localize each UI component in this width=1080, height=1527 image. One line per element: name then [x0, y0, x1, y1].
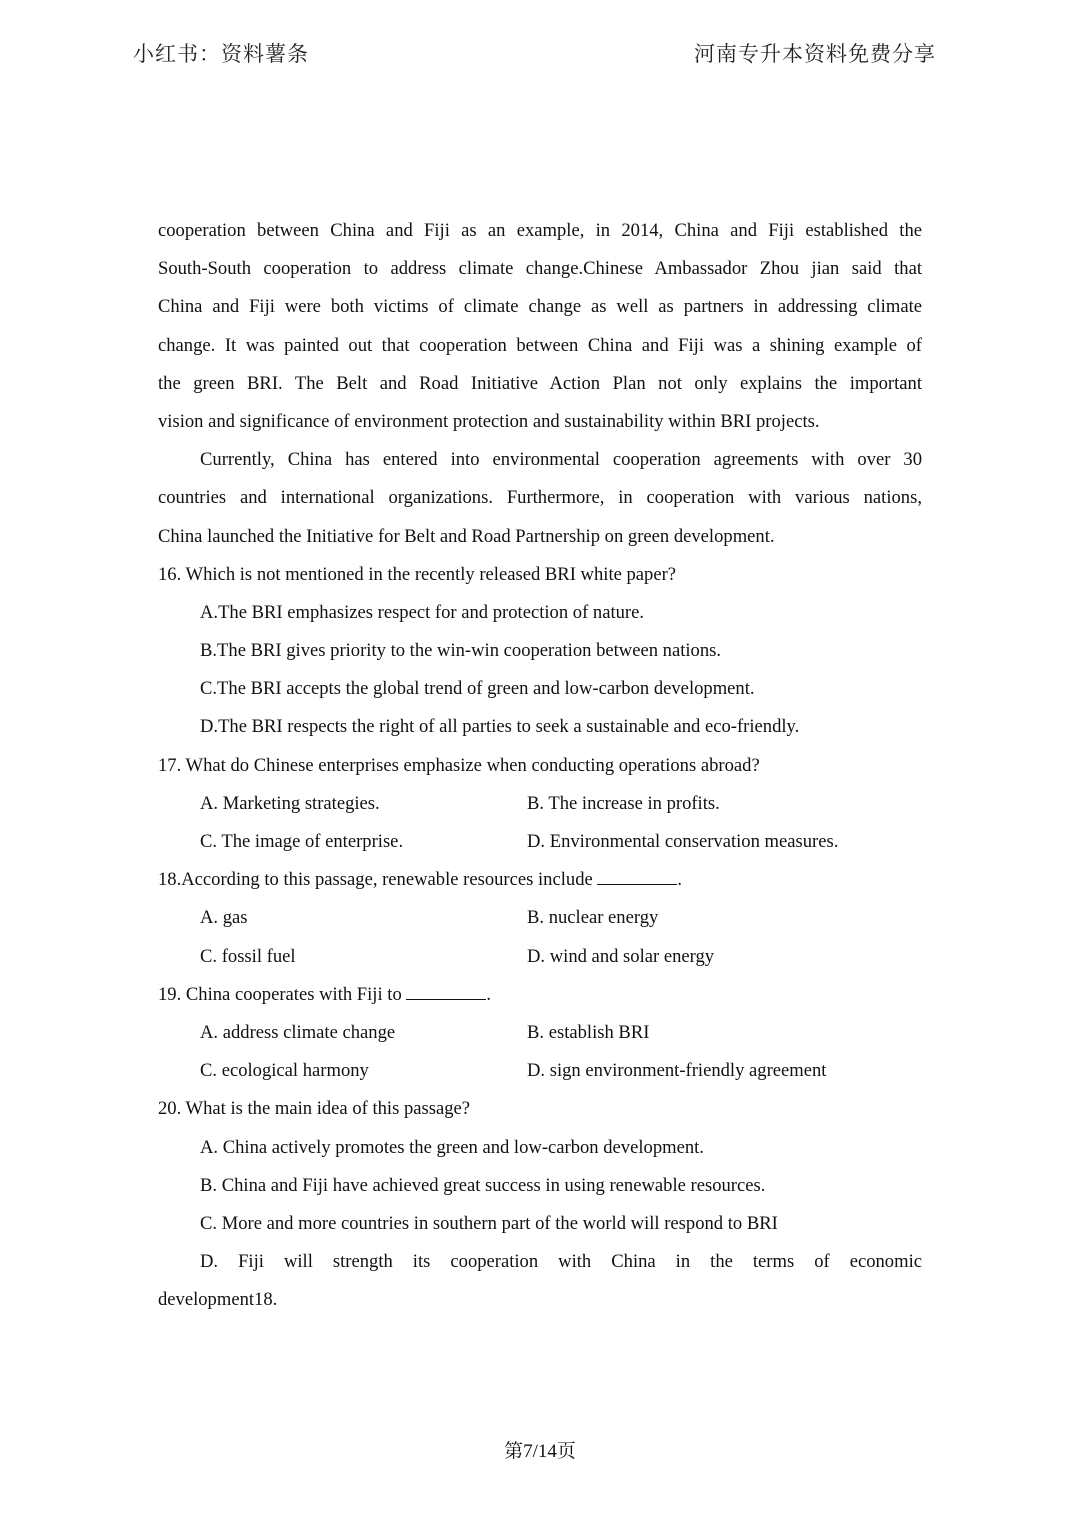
text-line: China launched the Initiative for Belt and Road Partnership on green development. — [158, 525, 775, 547]
question-20 — [158, 1090, 922, 1319]
option-d: D. wind and solar energy — [527, 945, 715, 967]
header-right-text: 河南专升本资料免费分享 — [694, 42, 936, 66]
text-line: Currently, China has entered into environmental cooperation agreements with over 30 — [200, 449, 922, 471]
option-b: B. establish BRI — [527, 1021, 650, 1043]
question-stem — [158, 976, 922, 1014]
option-c: C. fossil fuel — [200, 945, 296, 967]
question-19 — [158, 976, 922, 1091]
option-b: B. nuclear energy — [527, 907, 659, 929]
text-line: South-South cooperation to address climate change.Chinese Ambassador Zhou jian said that — [158, 258, 922, 280]
text-line: countries and international organizations. Furthermore, in cooperation with various nations, — [158, 487, 922, 509]
text-line: change. It was painted out that cooperation between China and Fiji was a shining example of — [158, 334, 922, 356]
option-a: A.The BRI emphasizes respect for and protection of nature. — [200, 601, 645, 623]
option-d: D. sign environment-friendly agreement — [527, 1060, 827, 1082]
option-d-continuation: development18. — [158, 1289, 278, 1311]
option-a: A. gas — [200, 907, 248, 929]
option-a: A. address climate change — [200, 1021, 396, 1043]
question-stem: 20. What is the main idea of this passage? — [158, 1098, 471, 1120]
passage-paragraph-2 — [158, 441, 922, 556]
option-a: A. Marketing strategies. — [200, 792, 380, 814]
question-stem — [158, 861, 922, 899]
question-stem: 16. Which is not mentioned in the recently released BRI white paper? — [158, 563, 677, 585]
answer-blank — [597, 866, 677, 885]
stem-end: . — [486, 983, 492, 1005]
page-number: 第7/14页 — [504, 1441, 576, 1462]
text-line: China and Fiji were both victims of climate change as well as partners in addressing climate — [158, 296, 922, 318]
text-line: vision and significance of environment protection and sustainability within BRI projects. — [158, 410, 820, 432]
question-16 — [158, 556, 922, 747]
question-18 — [158, 861, 922, 976]
text-line: cooperation between China and Fiji as an example, in 2014, China and Fiji established the — [158, 220, 922, 241]
question-17 — [158, 747, 922, 862]
option-c: C. The image of enterprise. — [200, 831, 404, 852]
option-d: D. Environmental conservation measures. — [527, 831, 839, 852]
option-c: C. ecological harmony — [200, 1060, 369, 1082]
question-stem: 17. What do Chinese enterprises emphasize when conducting operations abroad? — [158, 754, 760, 776]
stem-text: 19. China cooperates with Fiji to — [158, 983, 402, 1005]
stem-text: 18.According to this passage, renewable resources include — [158, 869, 593, 891]
option-c: C.The BRI accepts the global trend of green and low-carbon development. — [200, 678, 755, 700]
passage-paragraph-1 — [158, 212, 922, 441]
option-c: C. More and more countries in southern part of the world will respond to BRI — [200, 1212, 778, 1234]
stem-end: . — [677, 869, 683, 891]
option-d: D.The BRI respects the right of all parties to seek a sustainable and eco-friendly. — [200, 716, 800, 738]
text-line: the green BRI. The Belt and Road Initiative Action Plan not only explains the important — [158, 372, 922, 394]
option-b: B.The BRI gives priority to the win-win cooperation between nations. — [200, 640, 722, 662]
option-a: A. China actively promotes the green and low-carbon development. — [200, 1136, 704, 1158]
header-left-text: 小红书：资料薯条 — [133, 42, 309, 66]
option-d: D. Fiji will strength its cooperation with China in the terms of economic — [200, 1251, 922, 1273]
answer-blank — [406, 981, 486, 1000]
option-b: B. The increase in profits. — [527, 792, 720, 814]
page-content — [158, 212, 922, 1319]
option-b: B. China and Fiji have achieved great success in using renewable resources. — [200, 1174, 766, 1196]
